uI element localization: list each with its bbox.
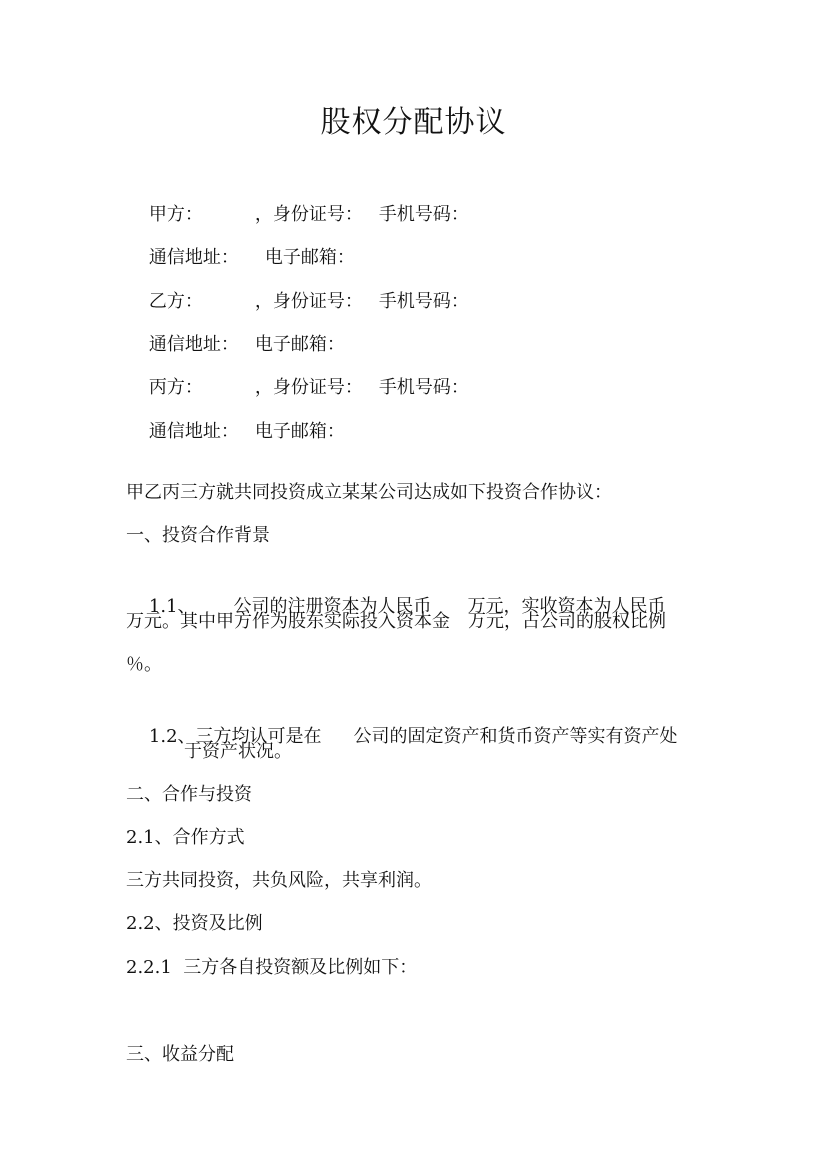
clause-2-1-heading: 2.1、合作方式 <box>126 827 245 848</box>
party-c-email-label: 电子邮箱： <box>254 421 345 442</box>
clause-1-2-line-1 <box>126 695 678 779</box>
party-c-phone-label: 手机号码： <box>378 377 469 398</box>
party-b-address-label: 通信地址： <box>148 334 239 355</box>
party-a-address-label: 通信地址： <box>148 247 239 268</box>
clause-1-2-number: 1.2、 <box>148 726 196 747</box>
party-c-address-line <box>126 390 345 474</box>
party-c-name-label: 丙方： <box>148 377 203 398</box>
clause-1-1-line-3: ％。 <box>126 654 162 675</box>
document-title: 股权分配协议 <box>320 105 507 140</box>
party-c-id-label: ，身份证号： <box>254 377 363 398</box>
clause-2-2-1: 2.2.1 三方各自投资额及比例如下： <box>126 957 418 978</box>
clause-1-1-line-1 <box>126 565 666 649</box>
clause-1-1-text-b: 万元，实收资本为人民币 <box>467 596 666 617</box>
party-b-name-label: 乙方： <box>148 291 203 312</box>
clause-2-1-body: 三方共同投资，共负风险，共享利润。 <box>126 870 432 891</box>
intro-paragraph: 甲乙丙三方就共同投资成立某某公司达成如下投资合作协议： <box>126 482 612 503</box>
section-2-heading: 二、合作与投资 <box>126 784 252 805</box>
party-a-name-label: 甲方： <box>148 204 203 225</box>
party-a-phone-label: 手机号码： <box>378 204 469 225</box>
clause-1-1-number: 1.1、 <box>148 596 196 617</box>
party-b-id-label: ，身份证号： <box>254 291 363 312</box>
party-b-phone-label: 手机号码： <box>378 291 469 312</box>
party-c-address-label: 通信地址： <box>148 421 239 442</box>
section-3-heading: 三、收益分配 <box>126 1044 234 1065</box>
clause-1-2-line-2: 于资产状况。 <box>184 741 292 762</box>
clause-1-2-text-b: 公司的固定资产和货币资产等实有资产处 <box>353 726 678 747</box>
clause-2-2-heading: 2.2、投资及比例 <box>126 913 263 934</box>
party-a-id-label: ，身份证号： <box>254 204 363 225</box>
party-b-email-label: 电子邮箱： <box>254 334 345 355</box>
party-a-email-label: 电子邮箱： <box>264 247 355 268</box>
clause-1-1-line-2: 万元。其中甲方作为股东实际投入资本金 万元，占公司的股权比例 <box>126 611 666 632</box>
section-1-heading: 一、投资合作背景 <box>126 525 270 546</box>
clause-1-1-text-a: 公司的注册资本为人民币 <box>233 596 432 617</box>
clause-1-2-text-a: 三方均认可是在 <box>195 726 322 747</box>
